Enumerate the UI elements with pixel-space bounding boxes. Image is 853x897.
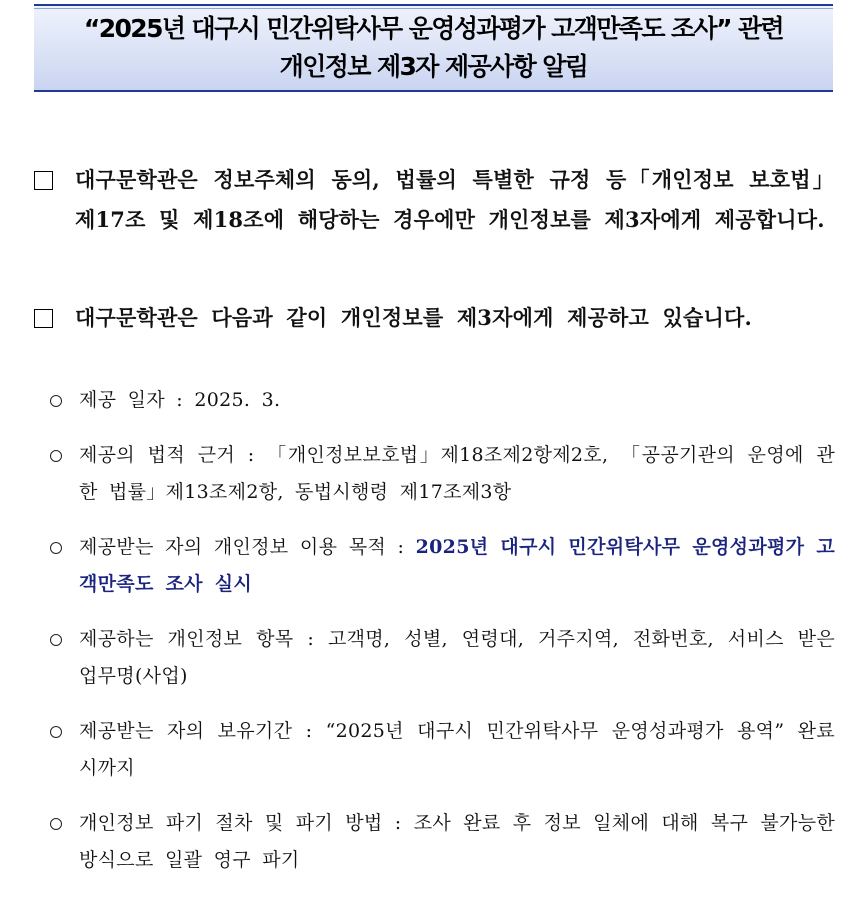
- list-item-text: [79, 529, 835, 603]
- list-item-text: 제공 일자 : 2025. 3.: [79, 389, 281, 411]
- list-item-provision-date: [50, 382, 835, 419]
- notice-title-banner: [34, 4, 833, 92]
- section-text: 대구문학관은 정보주체의 동의, 법률의 특별한 규정 등「개인정보 보호법」제17조 및 제18조에 해당하는 경우에만 개인정보를 제3자에게 제공합니다.: [75, 167, 834, 232]
- list-item-text-prefix: 제공받는 자의 개인정보 이용 목적 :: [79, 536, 416, 558]
- list-item-legal-basis: [50, 437, 835, 511]
- circle-bullet-icon: [50, 818, 62, 830]
- list-item-data-fields: [50, 621, 835, 695]
- list-item-text: 개인정보 파기 절차 및 파기 방법 : 조사 완료 후 정보 일체에 대해 복구 불가능한 방식으로 일괄 영구 파기: [79, 812, 835, 871]
- circle-bullet-icon: [50, 634, 62, 646]
- section-provision-status: [34, 298, 834, 338]
- circle-bullet-icon: [50, 395, 62, 407]
- notice-title-line-2: 개인정보 제3자 제공사항 알림: [279, 52, 588, 81]
- circle-bullet-icon: [50, 450, 62, 462]
- list-item-text: 제공하는 개인정보 항목 : 고객명, 성별, 연령대, 거주지역, 전화번호, 서비스 받은 업무명(사업): [79, 628, 835, 687]
- section-provision-policy: [34, 160, 834, 240]
- circle-bullet-icon: [50, 726, 62, 738]
- checkbox-square-icon: [34, 309, 53, 328]
- checkbox-square-icon: [34, 171, 53, 190]
- list-item-text: 제공받는 자의 보유기간 : “2025년 대구시 민간위탁사무 운영성과평가 용역” 완료시까지: [79, 720, 835, 779]
- list-item-text: 제공의 법적 근거 : 「개인정보보호법」제18조제2항제2호, 「공공기관의 운영에 관한 법률」제13조제2항, 동법시행령 제17조제3항: [79, 444, 835, 503]
- section-text: 대구문학관은 다음과 같이 개인정보를 제3자에게 제공하고 있습니다.: [75, 305, 752, 330]
- circle-bullet-icon: [50, 542, 62, 554]
- provision-details-list: [50, 382, 835, 897]
- notice-title-line-1: “2025년 대구시 민간위탁사무 운영성과평가 고객만족도 조사” 관련: [83, 14, 784, 43]
- list-item-usage-purpose: [50, 529, 835, 603]
- list-item-retention-period: [50, 713, 835, 787]
- usage-purpose-emphasis: 2025년 대구시 민간위탁사무 운영성과평가 고객만족도 조사 실시: [79, 536, 835, 595]
- list-item-destruction-method: [50, 805, 835, 879]
